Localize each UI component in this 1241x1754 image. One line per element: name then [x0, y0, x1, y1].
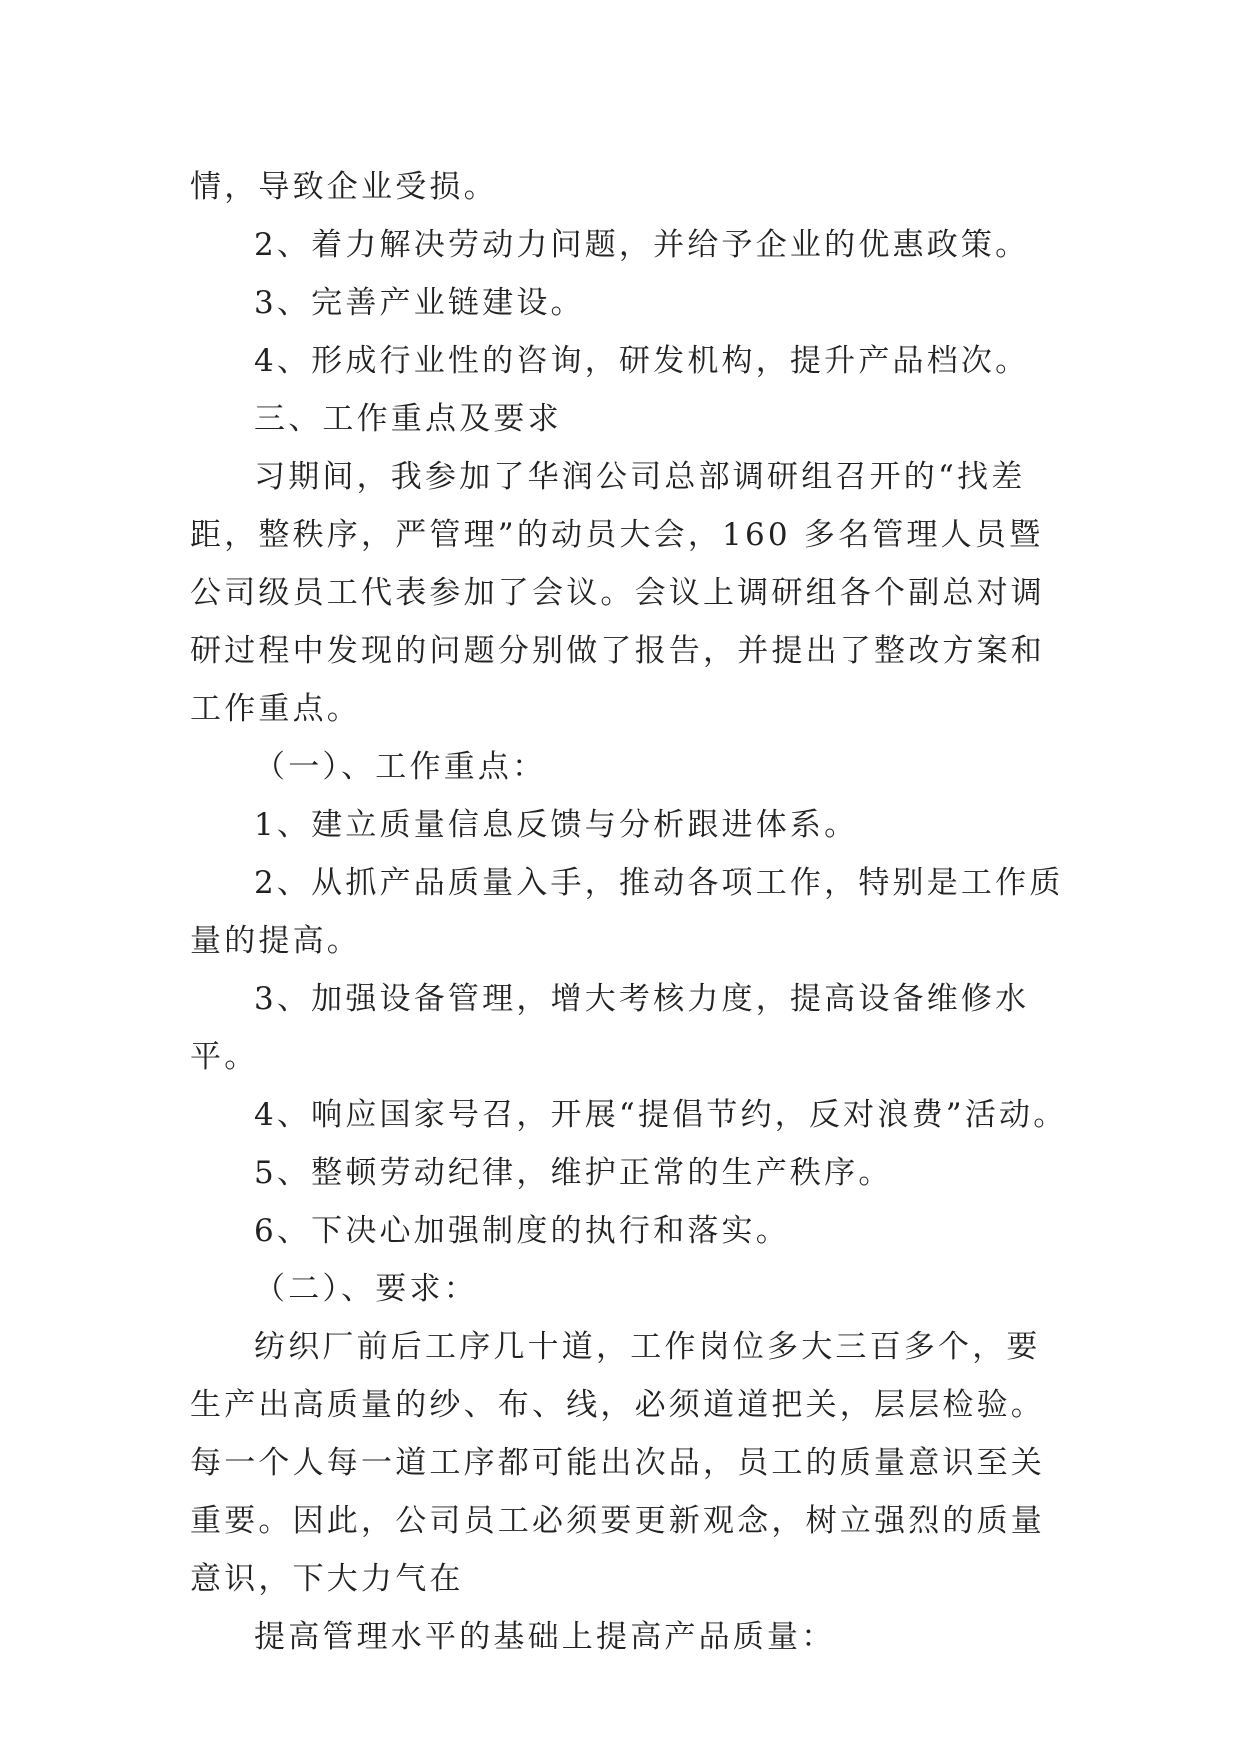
- list-item-3: 3、完善产业链建设。: [254, 285, 585, 321]
- paragraph-continuation: 情，导致企业受损。: [190, 169, 498, 205]
- focus-item-1: 1、建立质量信息反馈与分析跟进体系。: [254, 807, 859, 843]
- focus-item-3: 3、加强设备管理，增大考核力度，提高设备维修水平。: [190, 981, 1030, 1075]
- document-body: [190, 158, 1070, 1666]
- focus-item-4: 4、响应国家号召，开展“提倡节约，反对浪费”活动。: [254, 1097, 1068, 1133]
- body-paragraph-meeting: 习期间，我参加了华润公司总部调研组召开的“找差距，整秩序，严管理”的动员大会，160 多名管理人员暨公司级员工代表参加了会议。会议上调研组各个副总对调研过程中发现的问题分别做了报告，并提出了整改方案和工作重点。: [190, 459, 1045, 727]
- focus-item-5: 5、整顿劳动纪律，维护正常的生产秩序。: [254, 1155, 893, 1191]
- focus-item-2: 2、从抓产品质量入手，推动各项工作，特别是工作质量的提高。: [190, 865, 1064, 959]
- body-paragraph-requirements: 纺织厂前后工序几十道，工作岗位多大三百多个，要生产出高质量的纱、布、线，必须道道把关，层层检验。每一个人每一道工序都可能出次品，员工的质量意识至关重要。因此，公司员工必须要更新观念，树立强烈的质量意识，下大力气在: [190, 1329, 1045, 1597]
- list-item-4: 4、形成行业性的咨询，研发机构，提升产品档次。: [254, 343, 1030, 379]
- subsection-heading-requirements: （二）、要求：: [254, 1271, 478, 1307]
- section-heading: 三、工作重点及要求: [254, 401, 562, 437]
- subsection-heading-focus: （一）、工作重点：: [254, 749, 547, 785]
- focus-item-6: 6、下决心加强制度的执行和落实。: [254, 1213, 790, 1249]
- body-paragraph-closing: 提高管理水平的基础上提高产品质量：: [254, 1619, 836, 1655]
- list-item-2: 2、着力解决劳动力问题，并给予企业的优惠政策。: [254, 227, 1030, 263]
